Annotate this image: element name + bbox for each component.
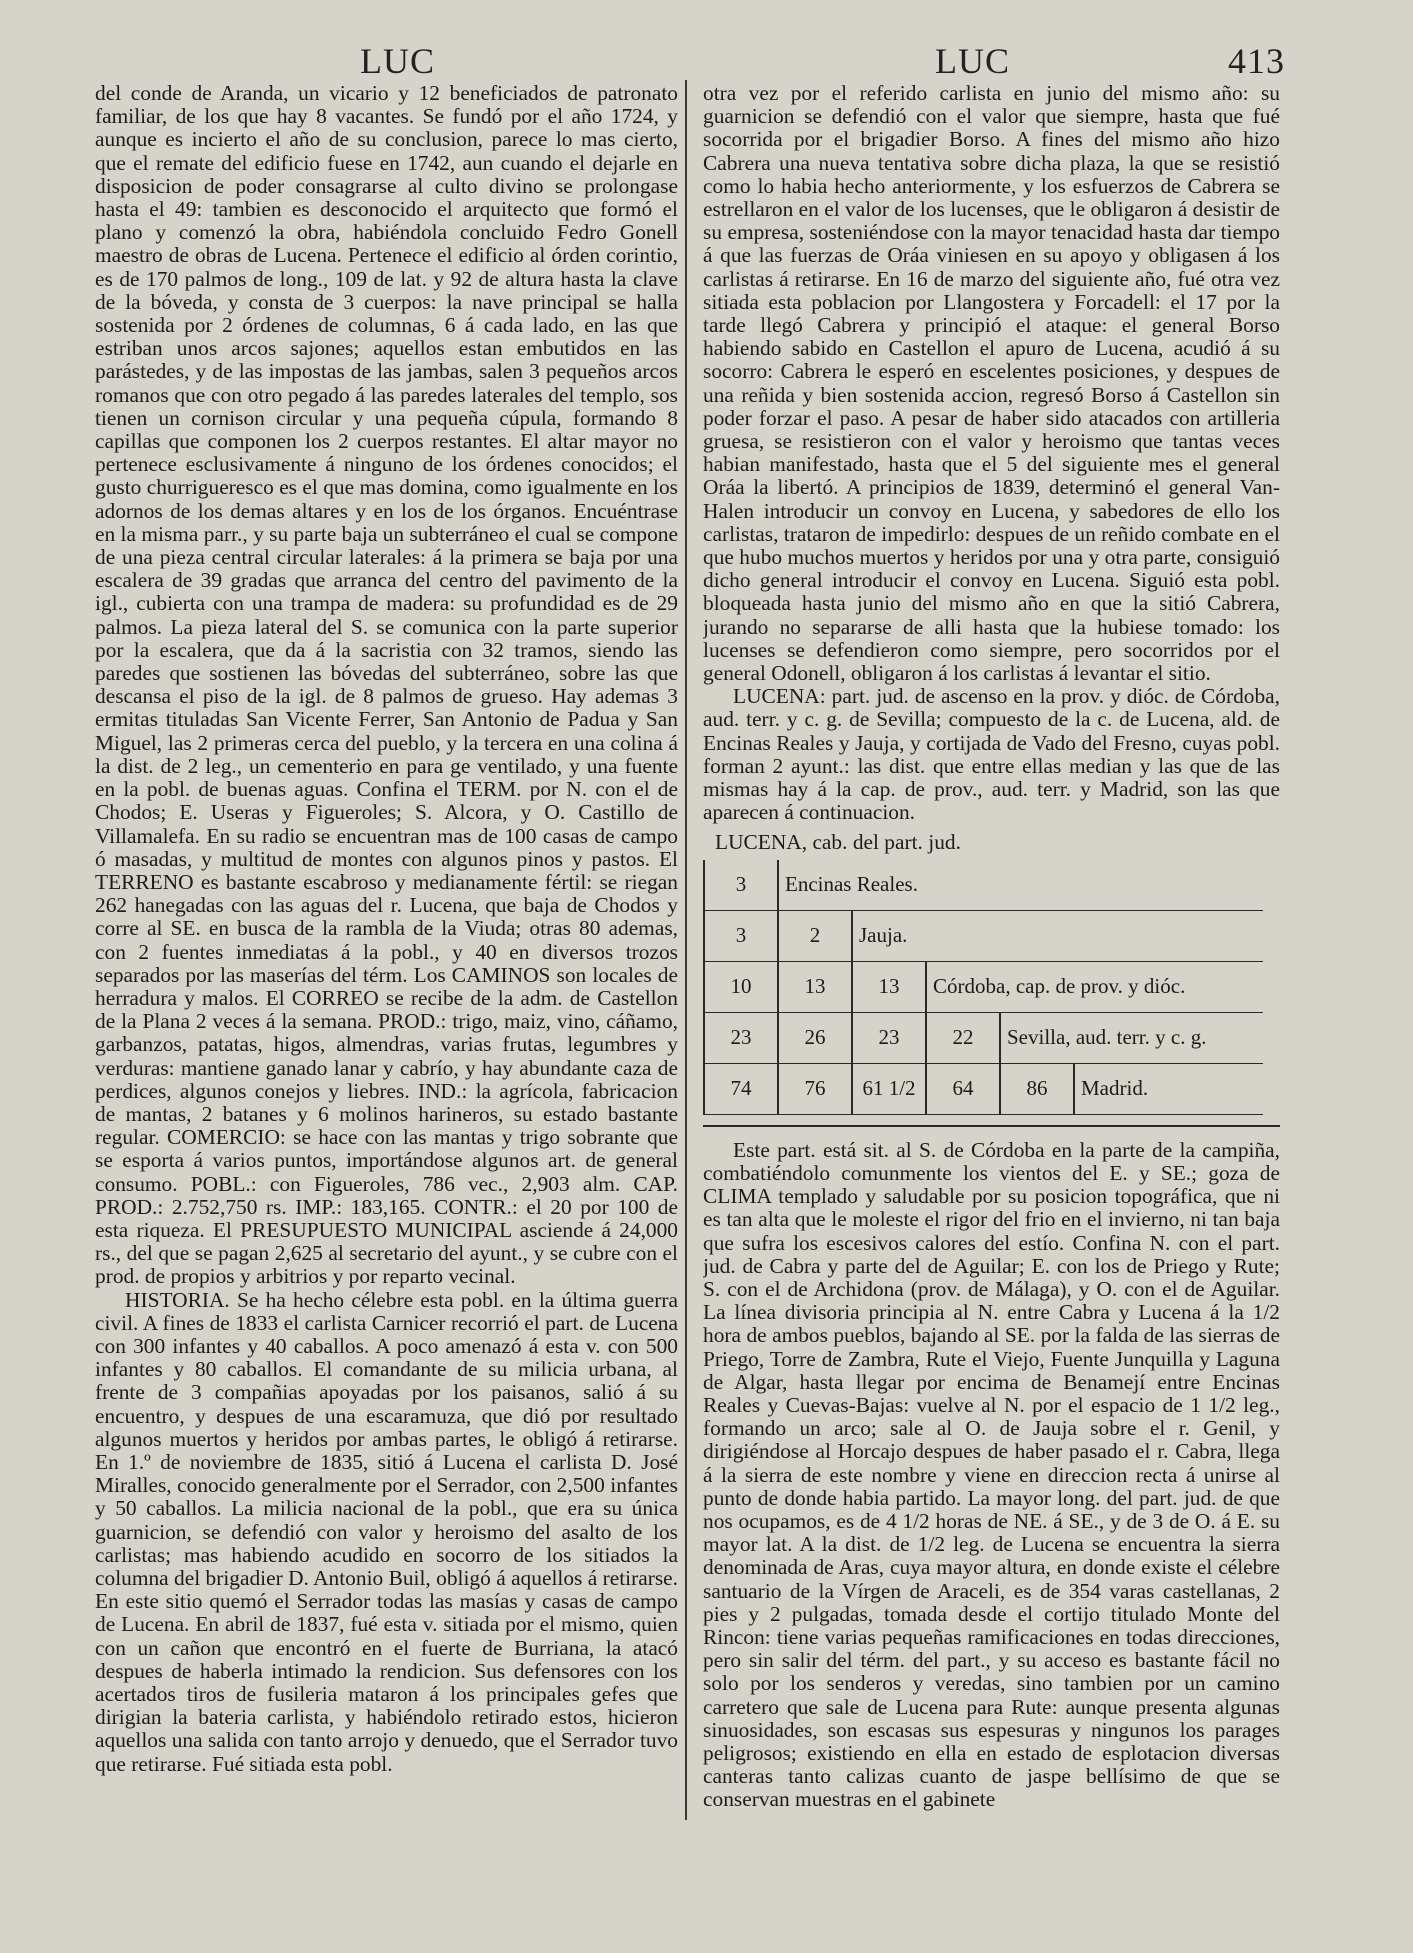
distance-value: 61 1/2 xyxy=(852,1063,926,1114)
paragraph-historia: HISTORIA. Se ha hecho célebre esta pobl. en la última guerra civil. A fines de 1833 el carlista Carnicer recorrió el part. de Lucena con 300 infantes y 40 caballos. A poco amenazó á esta v. con 500 infantes y 80 caballos. El comandante de su milicia urbana, al frente de 3 compañias apoyadas por los paisanos, salió á su encuentro, y despues de una escaramuza, que dió por resultado algunos muertos y heridos por ambas partes, le obligó á retirarse. En 1.º de noviembre de 1835, sitió á Lucena el carlista D. José Miralles, conocido generalmente por el Serrador, con 2,500 infantes y 50 caballos. La milicia nacional de la pobl., que era su única guarnicion, se defendió con valor y heroismo del asalto de los carlistas; mas habiendo acudido en socorro de los sitiados la columna del brigadier D. Antonio Buil, obligó á aquellos á retirarse. En este sitio quemó el Serrador todas las masías y casas de campo de Lucena. En abril de 1837, fué esta v. sitiada por el mismo, quien con un cañon que encontró en el fuerte de Burriana, la atacó despues de haberla intimado la rendicion. Sus defensores con los acertados tiros de fusileria mataron á los principales gefes que dirigian la bateria carlista, y habiéndolo retirado estos, hicieron aquellos una salida con tanto arrojo y denuedo, que el Serrador tuvo que retirarse. Fué sitiada esta pobl. xyxy=(95,1287,678,1776)
distance-place-label: Encinas Reales. xyxy=(778,860,1263,911)
paragraph-lucena-entry: LUCENA: part. jud. de ascenso en la prov. y dióc. de Córdoba, aud. terr. y c. g. de Sevilla; compuesto de la c. de Lucena, ald. de Encinas Reales y Jauja, y cortijada de Vado del Fresno, cuyas pobl. forman 2 ayunt.: las dist. que entre ellas median y las que de las mismas hay á la cap. de prov., aud. terr. y Madrid, son las que aparecen á continuacion. xyxy=(703,684,1280,825)
paragraph-siege-continued: otra vez por el referido carlista en junio del mismo año: su guarnicion se defendió con el valor que siempre, hasta que fué socorrida por el brigadier Borso. A fines del mismo año hizo Cabrera una nueva tentativa sobre dicha plaza, la que se resistió como lo habia hecho anteriormente, y los esfuerzos de Cabrera se estrellaron en el valor de los lucenses, que le obligaron á desistir de su empresa, sosteniéndose con la mayor tenacidad hasta dar tiempo á que las fuerzas de Oráa viniesen en su apoyo y obligasen á los carlistas á retirarse. En 16 de marzo del siguiente año, fué otra vez sitiada esta poblacion por Llangostera y Forcadell: el 17 por la tarde llegó Cabrera y principió el ataque: el general Borso habiendo sabido en Castellon el apuro de Lucena, acudió á su socorro: Cabrera le esperó en escelentes posiciones, y despues de una reñida y bien sostenida accion, regresó Borso á Castellon sin poder forzar el paso. A pesar de haber sido atacados con artilleria gruesa, se resistieron con el valor y heroismo que tantas veces habian manifestado, hasta que el 5 del siguiente mes el general Oráa la libertó. A principios de 1839, determinó el general Van-Halen introducir un convoy en Lucena, y sabedores de ello los carlistas, trataron de impedirlo: despues de un reñido combate en el que hubo muchos muertos y heridos por una y otra parte, consiguió dicho general introducir el convoy en Lucena. Siguió esta pobl. bloqueada hasta junio del mismo año en que la sitió Cabrera, jurando no separarse de alli hasta que la hubiese tomado: los lucenses se defendieron como siempre, pero socorridos por el general Odonell, obligaron á los carlistas á levantar el sitio. xyxy=(703,82,1280,686)
distance-place-label: Córdoba, cap. de prov. y dióc. xyxy=(926,961,1263,1012)
table-end-rule xyxy=(703,1125,1280,1127)
distance-value: 76 xyxy=(778,1063,852,1114)
distance-value: 23 xyxy=(852,1012,926,1063)
distance-value: 13 xyxy=(852,961,926,1012)
distance-value: 86 xyxy=(1000,1063,1074,1114)
distance-row xyxy=(704,961,1263,1012)
distance-value: 26 xyxy=(778,1012,852,1063)
left-column xyxy=(95,82,678,1942)
distance-row xyxy=(704,910,1263,961)
distance-place-label: Madrid. xyxy=(1074,1063,1263,1114)
page-number: 413 xyxy=(1228,41,1285,81)
distance-table-caption: LUCENA, cab. del part. jud. xyxy=(715,829,961,854)
distance-value: 13 xyxy=(778,961,852,1012)
distance-value: 64 xyxy=(926,1063,1000,1114)
paragraph-church-description: del conde de Aranda, un vicario y 12 beneficiados de patronato familiar, de los que hay 8 vacantes. Se fundó por el año 1724, y aunque es incierto el año de su conclusion, parece lo mas cierto, que el remate del edificio fuese en 1742, aun cuando el dejarle en disposicion de poder consagrarse al culto divino se prolongase hasta el 49: tambien es desconocido el arquitecto que formó el plano y comenzó la obra, habiéndola concluido Fedro Gonell maestro de obras de Lucena. Pertenece el edificio al órden corintio, es de 170 palmos de long., 109 de lat. y 92 de altura hasta la clave de la bóveda, y consta de 3 cuerpos: la nave principal se halla sostenida por 2 órdenes de columnas, 6 á cada lado, en las que estriban unos arcos sajones; aquellos estan embutidos en las parástedes, y de las impostas de las jambas, salen 3 pequeños arcos romanos que con otro pegado á las paredes laterales del templo, sos tienen un cornison circular y una pequeña cúpula, formando 8 capillas que componen los 2 cuerpos restantes. El altar mayor no pertenece esclusivamente á ninguno de los órdenes conocidos; el gusto churrigueresco es el que mas domina, como igualmente en los adornos de los demas altares y en los de los órganos. Encuéntrase en la misma parr., y su parte baja un subterráneo el cual se compone de una pieza central circular laterales: á la primera se baja por una escalera de 39 gradas que arranca del centro del pavimento de la igl., cubierta con una trampa de madera: su profundidad es de 29 palmos. La pieza lateral del S. se comunica con la parte superior por la escalera, que da á la sacristia con 32 tramos, siendo las paredes que sostienen las bóvedas del subterráneo, sobre las que descansa el piso de la igl. de 8 palmos de grueso. Hay ademas 3 ermitas tituladas San Vicente Ferrer, San Antonio de Padua y San Miguel, las 2 primeras cerca del pueblo, y la tercera en una colina á la dist. de 2 leg., un cementerio en para ge ventilado, y una fuente en la pobl. de buenas aguas. Confina el TERM. por N. con el de Chodos; E. Useras y Figueroles; S. Alcora, y O. Castillo de Villamalefa. En su radio se encuentran mas de 100 casas de campo ó masadas, y multitud de montes con algunos pinos y pastos. El TERRENO es bastante escabroso y medianamente fértil: se riegan 262 hanegadas con las aguas del r. Lucena, que baja de Chodos y corre al SE. en busca de la rambla de la Viuda; otras 80 ademas, con 2 fuentes inmediatas á la pobl., y 40 en diversos trozos separados por las maserías del térm. Los CAMINOS son locales de herradura y malos. El CORREO se recibe de la adm. de Castellon de la Plana 2 veces á la semana. PROD.: trigo, maiz, vino, cáñamo, garbanzos, patatas, higos, almendras, varias frutas, legumbres y verduras: mantiene ganado lanar y cabrío, y hay abundante caza de perdices, algunos conejos y liebres. IND.: la agrícola, fabricacion de mantas, 2 batanes y 6 molinos harineros, su estado bastante regular. COMERCIO: se hace con las mantas y trigo sobrante que se esporta á varios puntos, importándose algunos art. de general consumo. POBL.: con Figueroles, 786 vec., 2,903 alm. CAP. PROD.: 2.752,750 rs. IMP.: 183,165. CONTR.: el 20 por 100 de esta riqueza. El PRESUPUESTO MUNICIPAL asciende á 24,000 rs., del que se pagan 2,625 al secretario del ayunt., y se cubre con el prod. de propios y arbitrios y por reparto vecinal. xyxy=(95,82,678,1289)
distance-value: 3 xyxy=(704,910,778,961)
column-divider xyxy=(685,80,687,1820)
distance-value: 10 xyxy=(704,961,778,1012)
paragraph-partido-description: Este part. está sit. al S. de Córdoba en la parte de la campiña, combatiéndolo comunmente los vientos del E. y SE.; goza de CLIMA templado y saludable por su posicion topográfica, que ni es tan alta que le moleste el rigor del frio en el invierno, ni tan baja que sufra los escesivos calores del estío. Confina N. con el part. jud. de Cabra y parte del de Aguilar; E. con los de Priego y Rute; S. con el de Archidona (prov. de Málaga), y O. con el de Aguilar. La línea divisoria principia al N. entre Cabra y Lucena á la 1/2 hora de ambos pueblos, bajando al SE. por la falda de las sierras de Priego, Torre de Zambra, Rute el Viejo, Fuente Junquilla y Laguna de Algar, hasta llegar por encima de Benamejí entre Encinas Reales y Cuevas-Bajas: vuelve al N. por el espacio de 1 1/2 leg., formando un arco; sale al O. de Jauja sobre el r. Genil, y dirigiéndose al Horcajo despues de haber pasado el r. Cabra, llega á la sierra de este nombre y viene en direccion recta á unirse al punto de donde habia partido. La mayor long. del part. jud. de que nos ocupamos, es de 4 1/2 horas de NE. á SE., y de 3 de O. á E. su mayor lat. A la dist. de 1/2 leg. de Lucena se encuentra la sierra denominada de Aras, cuya mayor altura, en donde existe el célebre santuario de la Vírgen de Araceli, es de 354 varas castellanas, 2 pies y 2 pulgadas, tomada desde el cortijo titulado Monte del Rincon: tiene varias pequeñas ramificaciones en todas direcciones, pero sin salir del térm. del part., y su acceso es bastante fácil no solo por los senderos y veredas, sino tambien por un camino carretero que sale de Lucena para Rute: aunque presenta algunas sinuosidades, son escasas sus espesuras y ningunos los parages peligrosos; existiendo en ella en estado de esplotacion diversas canteras tanto calizas cuanto de jaspe bellísimo de que se conservan muestras en el gabinete xyxy=(703,1137,1280,1812)
distance-value: 22 xyxy=(926,1012,1000,1063)
running-head-left: LUC xyxy=(360,41,435,81)
running-head-right: LUC xyxy=(935,41,1010,81)
distance-row xyxy=(704,1012,1263,1063)
distance-value: 23 xyxy=(704,1012,778,1063)
distance-value: 74 xyxy=(704,1063,778,1114)
distance-place-label: Jauja. xyxy=(852,910,1263,961)
distance-value: 3 xyxy=(704,860,778,911)
distance-place-label: Sevilla, aud. terr. y c. g. xyxy=(1000,1012,1263,1063)
distance-row xyxy=(704,1063,1263,1114)
distance-row xyxy=(704,860,1263,911)
right-column xyxy=(703,82,1280,1942)
distance-value: 2 xyxy=(778,910,852,961)
distance-table xyxy=(703,860,1263,1115)
